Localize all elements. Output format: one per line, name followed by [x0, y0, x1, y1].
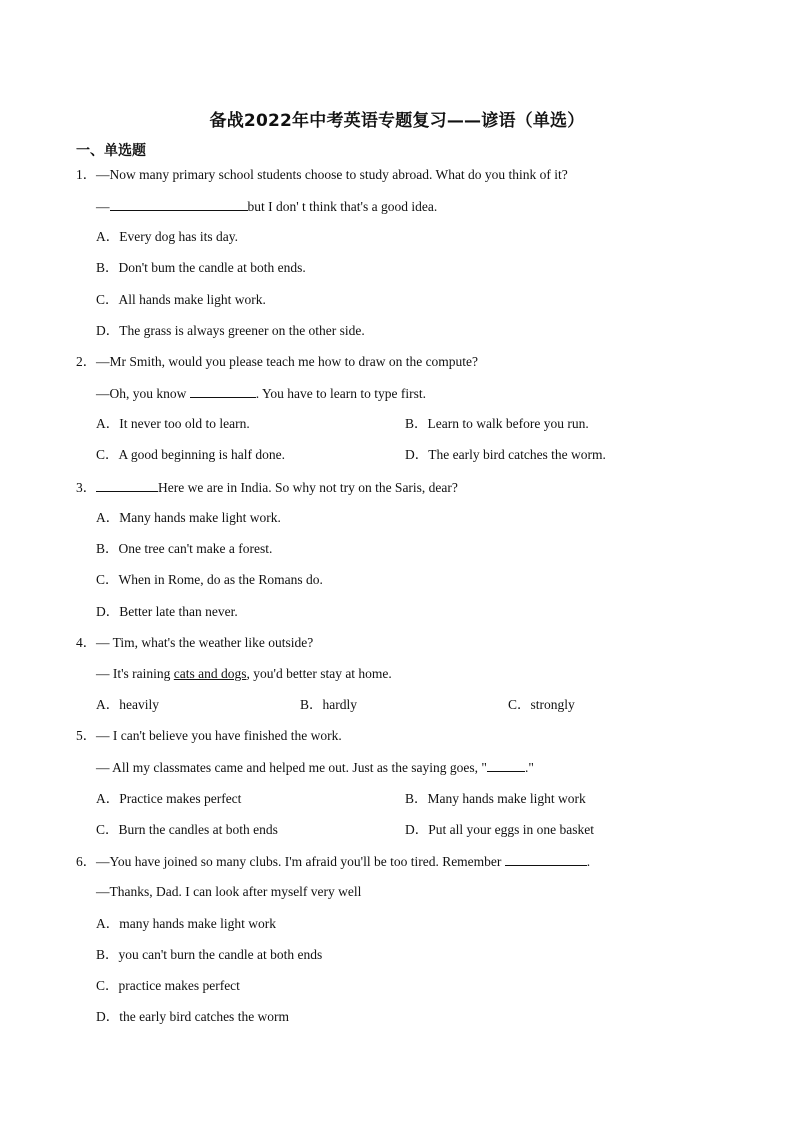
question-1-option-a[interactable]: A．Every dog has its day.	[96, 229, 238, 244]
question-5-option-d[interactable]: D．Put all your eggs in one basket	[405, 822, 594, 837]
question-4-stem: 4．— Tim, what's the weather like outside?	[76, 635, 314, 650]
answer-blank[interactable]	[487, 758, 525, 772]
question-1-option-c[interactable]: C．All hands make light work.	[96, 292, 266, 307]
question-number: 2．	[76, 354, 97, 369]
question-2-option-a[interactable]: A．It never too old to learn.	[96, 416, 250, 431]
answer-blank[interactable]	[110, 197, 248, 211]
question-4-option-c[interactable]: C．strongly	[508, 697, 575, 712]
question-2-option-b[interactable]: B．Learn to walk before you run.	[405, 416, 589, 431]
question-5-line2: — All my classmates came and helped me out. Just as the saying goes, " ."	[96, 760, 534, 775]
answer-blank[interactable]	[505, 852, 587, 866]
question-6-option-a[interactable]: A．many hands make light work	[96, 916, 276, 931]
question-3-option-c[interactable]: C．When in Rome, do as the Romans do.	[96, 572, 323, 587]
question-number: 1．	[76, 167, 97, 182]
question-5-option-b[interactable]: B．Many hands make light work	[405, 791, 586, 806]
question-3-option-a[interactable]: A．Many hands make light work.	[96, 510, 281, 525]
question-2-line2: —Oh, you know . You have to learn to type first.	[96, 386, 426, 401]
question-3-option-d[interactable]: D．Better late than never.	[96, 604, 238, 619]
question-5-option-a[interactable]: A．Practice makes perfect	[96, 791, 242, 806]
question-6-stem: 6．—You have joined so many clubs. I'm afraid you'll be too tired. Remember .	[76, 854, 591, 869]
question-6-line2: —Thanks, Dad. I can look after myself very well	[96, 884, 362, 899]
question-1-option-d[interactable]: D．The grass is always greener on the other side.	[96, 323, 365, 338]
question-5-stem: 5．— I can't believe you have finished the work.	[76, 728, 342, 743]
question-2-stem: 2．—Mr Smith, would you please teach me how to draw on the compute?	[76, 354, 479, 369]
question-4-option-a[interactable]: A．heavily	[96, 697, 159, 712]
answer-blank[interactable]	[96, 478, 158, 492]
question-4-line2: — It's raining cats and dogs, you'd better stay at home.	[96, 666, 392, 681]
question-number: 6．	[76, 854, 97, 869]
question-1-line2: — but I don' t think that's a good idea.	[96, 199, 438, 214]
question-number: 5．	[76, 728, 97, 743]
underlined-phrase: cats and dogs	[173, 666, 247, 681]
question-1-option-b[interactable]: B．Don't bum the candle at both ends.	[96, 260, 306, 275]
question-number: 4．	[76, 635, 97, 650]
question-5-option-c[interactable]: C．Burn the candles at both ends	[96, 822, 278, 837]
question-2-option-c[interactable]: C．A good beginning is half done.	[96, 447, 285, 462]
question-1-stem: 1．—Now many primary school students choose to study abroad. What do you think of it?	[76, 167, 568, 182]
question-3-stem: 3． Here we are in India. So why not try on the Saris, dear?	[76, 480, 458, 495]
question-2-option-d[interactable]: D．The early bird catches the worm.	[405, 447, 606, 462]
question-6-option-b[interactable]: B．you can't burn the candle at both ends	[96, 947, 323, 962]
answer-blank[interactable]	[190, 384, 256, 398]
question-4-option-b[interactable]: B．hardly	[300, 697, 357, 712]
document-title: 备战2022年中考英语专题复习——谚语（单选）	[209, 111, 585, 131]
section-heading: 一、单选题	[76, 143, 146, 159]
question-6-option-d[interactable]: D．the early bird catches the worm	[96, 1009, 290, 1024]
question-number: 3．	[76, 480, 97, 495]
question-6-option-c[interactable]: C．practice makes perfect	[96, 978, 240, 993]
question-3-option-b[interactable]: B．One tree can't make a forest.	[96, 541, 273, 556]
